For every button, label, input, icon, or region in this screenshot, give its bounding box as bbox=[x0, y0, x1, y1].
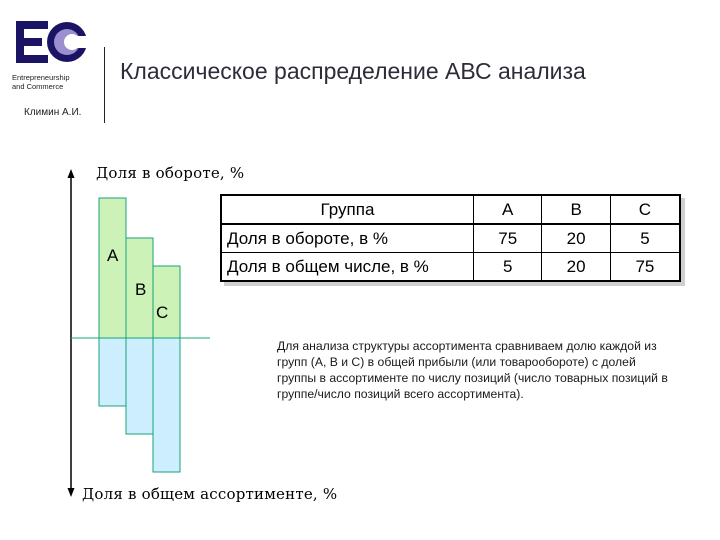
table-header-cell: C bbox=[610, 195, 680, 224]
bars-group bbox=[99, 198, 180, 472]
table-row-label: Доля в общем числе, в % bbox=[221, 253, 474, 282]
title-divider bbox=[104, 47, 105, 123]
bar-label-a: A bbox=[107, 246, 119, 265]
abc-table bbox=[220, 194, 681, 282]
table-cell: 20 bbox=[542, 224, 610, 253]
table-cell: 75 bbox=[610, 253, 680, 282]
table-row bbox=[221, 224, 680, 253]
bar-a-turnover bbox=[99, 198, 126, 338]
table-header-cell: A bbox=[474, 195, 542, 224]
table-cell: 5 bbox=[474, 253, 542, 282]
table-cell: 5 bbox=[610, 224, 680, 253]
bar-label-b: B bbox=[135, 280, 147, 299]
logo bbox=[12, 18, 90, 66]
table-row bbox=[221, 253, 680, 282]
table-header-cell: B bbox=[542, 195, 610, 224]
table-cell: 20 bbox=[542, 253, 610, 282]
y-axis-top-label: Доля в обороте, % bbox=[96, 164, 245, 182]
logo-caption-line2: and Commerce bbox=[12, 82, 64, 91]
abc-distribution-diagram bbox=[55, 165, 225, 505]
description-text: Для анализа структуры ассортимента сравниваем долю каждой из групп (A, B и C) в общей прибыли (или товарообороте) с долей группы в ассортименте по числу позиций (число товарных позиций в группе/число позиций всего ассортимента). bbox=[277, 339, 668, 401]
y-axis-bottom-label: Доля в общем ассортименте, % bbox=[82, 485, 338, 503]
bar-b-count bbox=[126, 338, 153, 434]
bar-a-count bbox=[99, 338, 126, 406]
axis-arrow-up-icon bbox=[68, 169, 75, 178]
page-title: Классическое распределение АВС анализа bbox=[120, 58, 586, 84]
bar-c-turnover bbox=[153, 266, 180, 338]
table-cell: 75 bbox=[474, 224, 542, 253]
bar-label-c: C bbox=[156, 303, 169, 322]
table-header-cell: Группа bbox=[221, 195, 474, 224]
author-name: Климин А.И. bbox=[24, 107, 82, 118]
axis-arrow-down-icon bbox=[68, 488, 75, 497]
bar-c-count bbox=[153, 338, 180, 472]
table-row-label: Доля в обороте, в % bbox=[221, 224, 474, 253]
table-header-row bbox=[221, 195, 680, 224]
logo-caption-line1: Entrepreneurship bbox=[12, 73, 70, 82]
logo-graphic bbox=[12, 18, 90, 66]
